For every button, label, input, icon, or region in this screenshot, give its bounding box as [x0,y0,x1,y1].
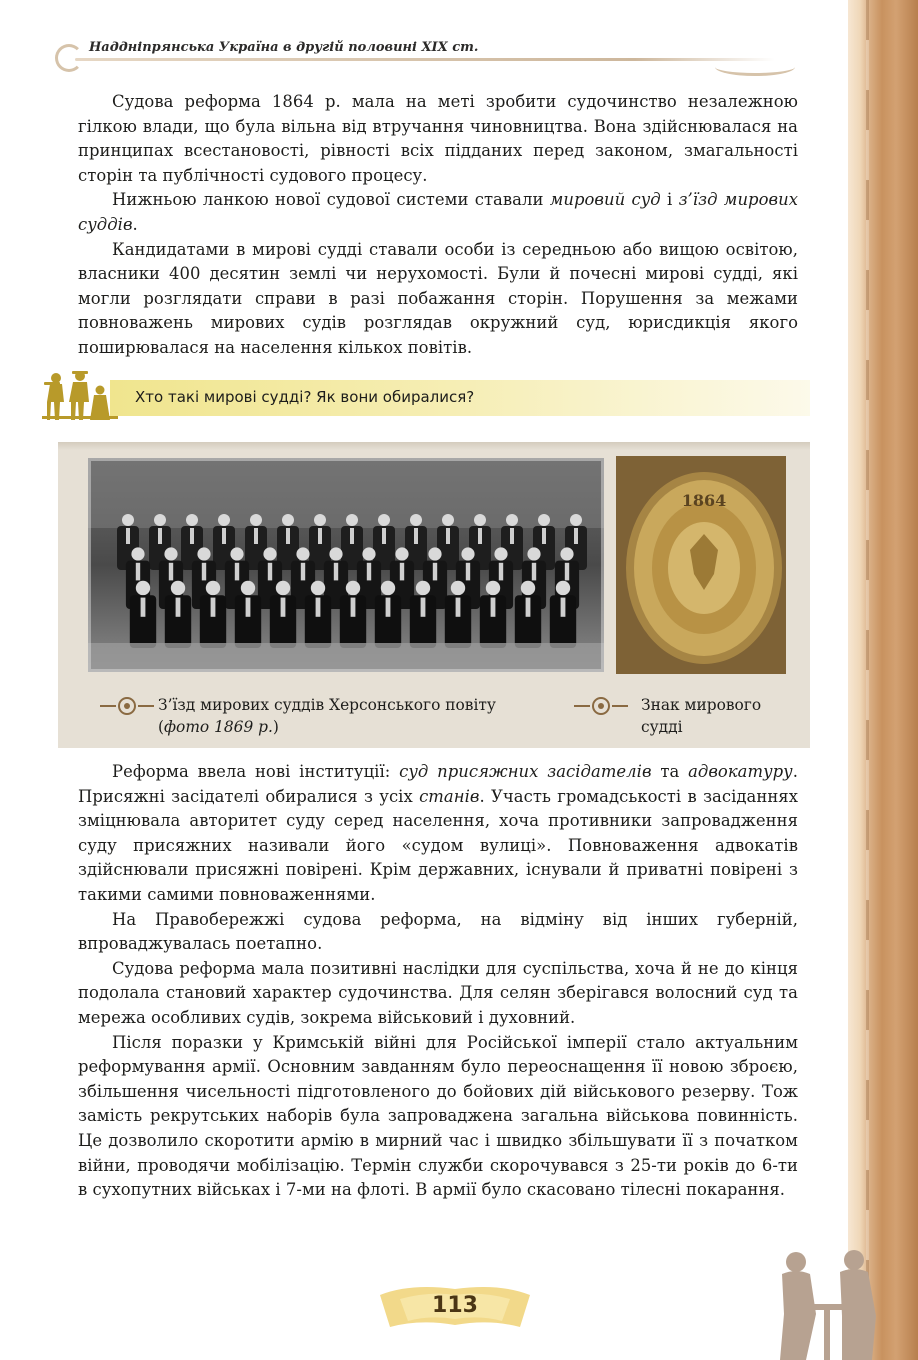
photo-figure-chain [351,598,356,617]
header-ornament-right [715,58,795,76]
photo-figure-chain [499,563,503,581]
paragraph-emphasis: з’їзд мирових суддів [78,190,799,234]
paragraph-emphasis: станів [419,786,480,806]
paragraph-text: і [660,190,679,210]
photo-figure-chain [126,528,130,544]
header-title: Наддніпрянська Україна в другій половині XIX ст. [89,40,486,55]
photo-figure-head [494,547,507,560]
page-number-badge [370,1275,540,1337]
photo-caption-paren-close: ) [272,718,279,736]
photo-figure-head [556,581,570,595]
figure-panel [58,442,810,748]
photo-figure-chain [235,563,239,581]
caption-ornament-icon [574,697,628,715]
photo-figure-head [314,514,326,526]
photo-figure-head [381,581,395,595]
photo-figure-head [136,581,150,595]
text-block-bottom [78,760,798,1203]
photo-figure-head [282,514,294,526]
photo-figure-chain [190,528,194,544]
paragraph-emphasis: суд присяжних засідателів [399,762,652,781]
photo-figure-head [378,514,390,526]
paragraph-emphasis: мировий суд [549,190,661,210]
photo-caption-date: фото 1869 р. [164,718,273,736]
photo-figure-head [451,581,465,595]
photo-figure-chain [367,563,371,581]
photo-figure-chain [268,563,272,581]
badge-caption [641,694,801,738]
group-photo-judges [88,458,604,672]
paragraph [78,238,798,361]
photo-figure-head [230,547,243,560]
photo-figure-chain [316,598,321,617]
photo-figure-head [346,581,360,595]
people-at-table-icon [758,1240,888,1360]
photo-figure-chain [281,598,286,617]
photo-figure-head [461,547,474,560]
photo-figure-chain [456,598,461,617]
photo-figure-chain [254,528,258,544]
photo-figure-chain [202,563,206,581]
paragraph-text: Реформа ввела нові інституції: [112,762,400,781]
photo-figure-chain [565,563,569,581]
photo-figure-head [527,547,540,560]
paragraph-text: Судова реформа 1864 р. мала на меті зробити судочинство незалежною гілкою влади, що була вільна від втручання чиновництва. Вона здійснювалася на принципах всестановості, рівності всіх підданих перед законом, змагальності сторін та публічності судового процесу. [78,92,798,185]
photo-figure-chain [574,528,578,544]
photo-figure-head [206,581,220,595]
photo-figure-chain [158,528,162,544]
photo-figure-chain [318,528,322,544]
photo-figure-head [506,514,518,526]
paragraph-text: Після поразки у Кримській війні для Російської імперії стало актуальним реформування армії. Основним завданням було переоснащення її новою зброєю, збільшення чисельності підготовленого до бойових дій військового резерву. Тож замість рекрутських наборів була запроваджена загальна військова повинність. Це дозволило скоротити армію в мирний час і швидко збільшувати її з початком війни, проводячи мобілізацію. Термін служби скорочувався з 25-ти років до 6-ти в сухопутних військах і 7-ми на флоті. В армії було скасовано тілесні покарання. [78,1032,798,1200]
badge-caption-line2: судді [641,718,683,736]
photo-figure-head [395,547,408,560]
running-header [55,38,795,76]
photo-caption [158,694,588,738]
paragraph [78,90,798,188]
photo-figure-head [560,547,573,560]
photo-figure-chain [382,528,386,544]
badge-caption-line1: Знак мирового [641,696,762,714]
photo-figure-chain [446,528,450,544]
photo-figure-chain [542,528,546,544]
photo-figure-head [164,547,177,560]
photo-figure-chain [414,528,418,544]
photo-figure-chain [334,563,338,581]
photo-figure-head [250,514,262,526]
photo-figure-head [131,547,144,560]
photo-figure-chain [286,528,290,544]
paragraph [78,188,798,237]
photo-figure-chain [386,598,391,617]
photo-figure-chain [169,563,173,581]
photo-figure-chain [141,598,146,617]
question-band [40,366,810,426]
photo-figure-chain [561,598,566,617]
photo-caption-main: З’їзд мирових суддів Херсонського повіту [158,696,496,714]
photo-figure-chain [350,528,354,544]
paragraph [78,957,798,1031]
photo-figure-head [521,581,535,595]
paragraph-text: . Присяжні засідателі обиралися з усіх [78,762,799,806]
photo-figure-chain [246,598,251,617]
photo-figure-chain [136,563,140,581]
photo-figure-head [311,581,325,595]
judge-badge-photo [616,456,786,674]
photo-figure-head [263,547,276,560]
paragraph-text: та [651,762,689,781]
photo-figure-chain [421,598,426,617]
photo-figure-head [538,514,550,526]
question-text: Хто такі мирові судді? Як вони обиралися? [135,388,475,406]
photo-figure-head [416,581,430,595]
photo-figure-chain [526,598,531,617]
photo-caption-paren-open: ( [158,718,165,736]
paragraph-text: . [132,214,138,234]
photo-figure-head [428,547,441,560]
paragraph-emphasis: адвокатуру [688,762,793,781]
photo-figure-head [474,514,486,526]
photo-figure-head [241,581,255,595]
photo-figure-head [171,581,185,595]
photo-figure-chain [466,563,470,581]
page-edge-decoration [848,0,918,1360]
photo-figure-head [329,547,342,560]
text-block-top [78,90,798,361]
photo-figure-chain [211,598,216,617]
paragraph-text: На Правобережжі судова реформа, на відміну від інших губерній, впроваджувалась поетапно. [78,909,798,954]
photo-figure-head [186,514,198,526]
paragraph [78,760,798,908]
photo-figure-chain [491,598,496,617]
paragraph [78,1031,798,1203]
photo-figure-head [296,547,309,560]
paragraph-text: Кандидатами в мирові судді ставали особи із середньою або вищою освітою, власники 400 десятин землі чи нерухомості. Були й почесні мирові судді, які могли розглядати справи в разі побажання сторін. Порушення за межами повноважень мирових судів розглядав окружний суд, юрисдикція якого поширювалася на населення кількох повітів. [78,239,798,357]
people-talking-icon [40,366,120,426]
photo-illustration [88,458,604,672]
photo-figure-head [154,514,166,526]
badge-inscription: 1864 [681,491,727,510]
photo-figure-head [570,514,582,526]
photo-figure-chain [510,528,514,544]
paragraph-text: Судова реформа мала позитивні наслідки для суспільства, хоча й не до кінця подолала становий характер судочинства. Для селян зберігався волосний суд та мережа особливих судів, зокрема військовий і духовний. [78,958,798,1027]
paragraph [78,908,798,957]
photo-figure-head [410,514,422,526]
photo-figure-chain [478,528,482,544]
photo-figure-head [218,514,230,526]
photo-figure-head [197,547,210,560]
photo-figure-chain [301,563,305,581]
paragraph-text: . Участь громадськості в засіданнях зміцнювала авторитет суду серед населення, хоча противники запровадження суду присяжних називали його «судом вулиці». Повноваження адвокатів здійснювали присяжні повірені. Крім державних, існували й приватні повірені з такими самими повноваженнями. [78,786,798,904]
photo-figure-head [346,514,358,526]
header-rule [75,58,775,61]
photo-figure-chain [400,563,404,581]
photo-figure-chain [433,563,437,581]
paragraph-text: Нижньою ланкою нової судової системи ставали [112,190,550,210]
photo-figure-head [442,514,454,526]
photo-figure-chain [532,563,536,581]
judge-badge-illustration [616,456,786,674]
photo-figure-head [362,547,375,560]
caption-ornament-icon [100,697,154,715]
photo-figure-head [122,514,134,526]
photo-figure-head [276,581,290,595]
page-number: 113 [432,1293,478,1318]
photo-figure-chain [222,528,226,544]
photo-figure-head [486,581,500,595]
photo-figure-chain [176,598,181,617]
